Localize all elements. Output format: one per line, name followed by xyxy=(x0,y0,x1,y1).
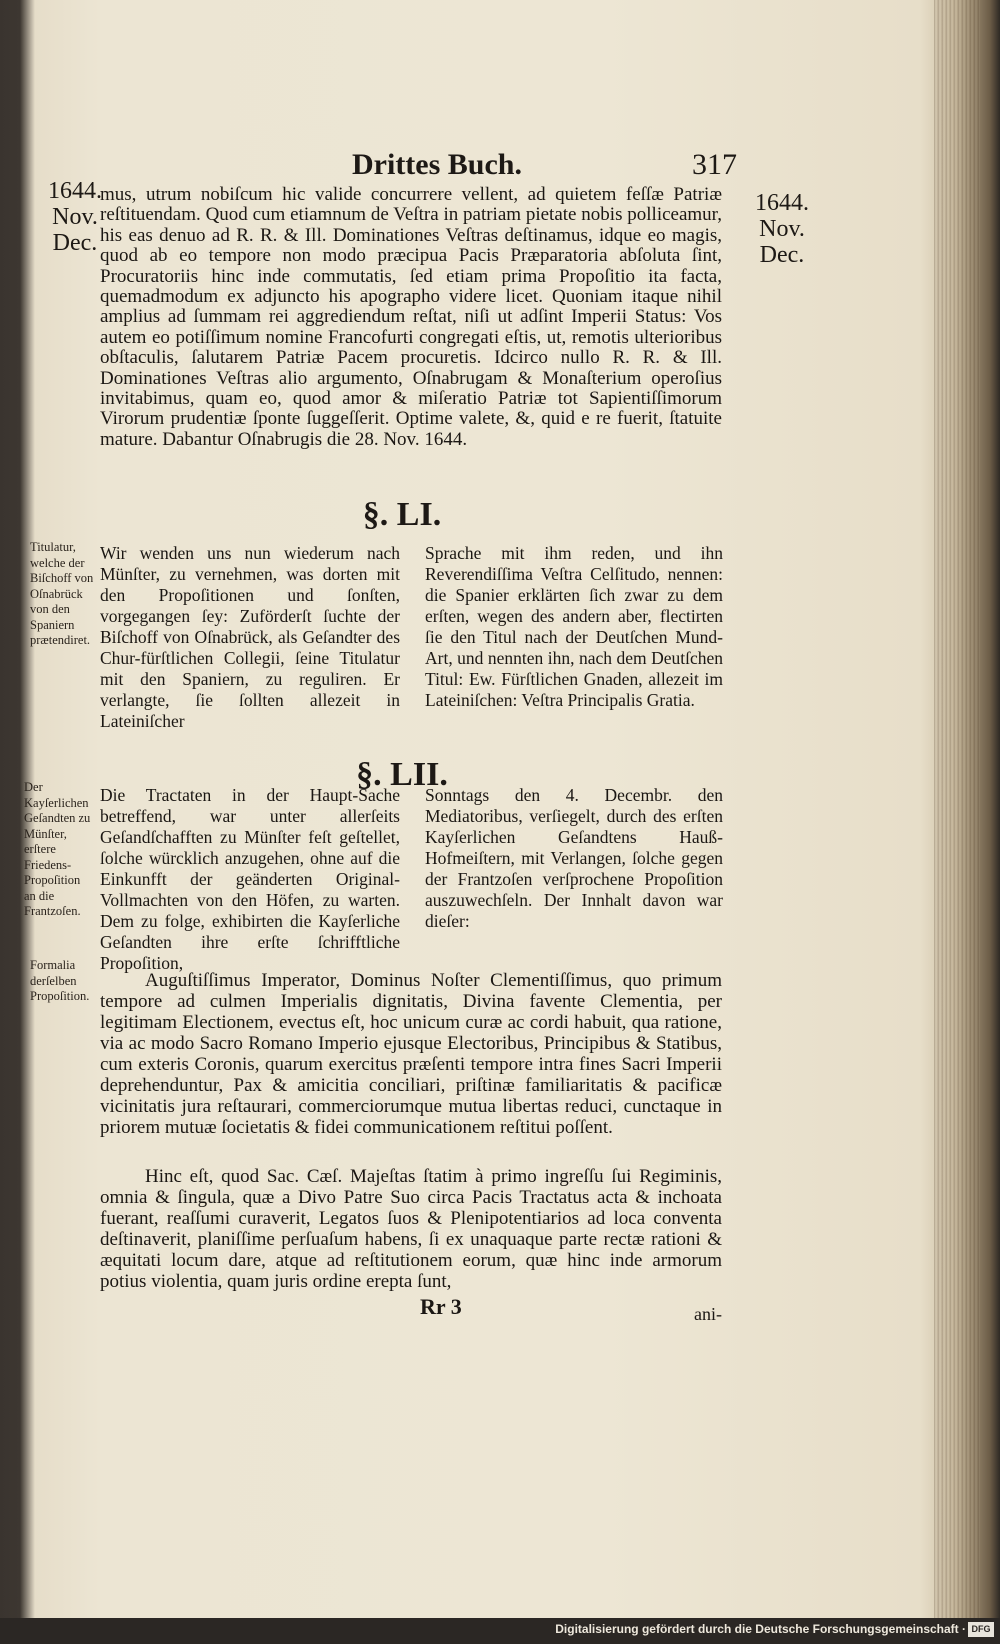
book-page xyxy=(22,0,980,1618)
section52-column-right: Sonntags den 4. Decembr. den Mediatoribus, verſiegelt, durch des erſten Kayſerlichen Geſandtens Hauß-Hofmeiſtern, mit Verlangen, ſolche gegen der Frantzoſen verſprochene Propoſition auszuwechſeln. Der Innhalt davon war dieſer: xyxy=(425,785,723,931)
page-number: 317 xyxy=(692,148,737,181)
section52-column-left: Die Tractaten in der Haupt-Sache betreffend, war unter allerſeits Geſandſchafften zu Münſter feſt geſtellet, ſolche würcklich anzugehen, ohne auf die Einkunfft der geänderten Original-Vollmachten von den Höfen, zu warten. Dem zu folge, exhibirten die Kayſerliche Geſandten ihre erſte ſchrifftliche Propoſition, xyxy=(100,785,400,973)
month: Nov. xyxy=(759,216,805,242)
dfg-logo-icon: DFG xyxy=(968,1622,994,1637)
month: Dec. xyxy=(759,242,805,268)
section51-column-left: Wir wenden uns nun wiederum nach Münſter, zu vernehmen, was dorten mit den Propoſitionen und ſonſten, vorgegangen ſey: Zuförderſt ſuchte der Biſchoff von Oſnabrück, als Geſandter des Chur-fürſtlichen Collegii, ſeine Titulatur mit den Spaniern, zu reguliren. Er verlangte, ſie ſollten allezeit in Lateiniſcher xyxy=(100,543,400,731)
year: 1644. xyxy=(755,190,809,216)
margin-note-proposition: Der Kayſerlichen Geſandten zu Münſter, erſtere Friedens-Propoſition an die Frantzoſen. xyxy=(24,780,91,918)
latin-paragraph-top: mus, utrum nobiſcum hic valide concurrere vellent, ad quietem feſſæ Patriæ reſtituendam. Quod cum etiamnum de Veſtra in patriam pietate nobis polliceamur, his eas denuo ad R. R. & Ill. Dominationes Veſtras deſtinamus, idque eo magis, quod ab eo tempore non modo præcipua Pacis Præparatoria abſoluta ſint, Procuratoriis hinc inde commutatis, ſed etiam prima Propoſitio ita facta, quemadmodum ex adjuncto his apographo videre licet. Quoniam itaque nihil amplius ad ſummam rei aggrediendum reſtat, niſi ut adſint Imperii Status: Vos autem eo potiſſimum nomine Francofurti congregati eſtis, ut, remotis ulterioribus obſtaculis, ſalutarem Patriæ Pacem procuretis. Idcirco nullo R. R. & Ill. Dominationes Veſtras alio argumento, Oſnabrugam & Monaſterium operoſius invitabimus, quam eo, quod amor & miſeratio Patriæ tot Sapientiſſimorum Virorum prudentiæ ſponte ſuggeſſerit. Optime valete, &, quid e re fuerit, ſtatuite mature. Dabantur Oſnabrugis die 28. Nov. 1644. xyxy=(100,184,722,450)
page-edge xyxy=(934,0,980,1618)
latin-paragraph-2: Hinc eſt, quod Sac. Cæſ. Majeſtas ſtatim à primo ingreſſu ſui Regiminis, omnia & ſingula, quæ a Divo Patre Suo circa Pacis Tractatus acta & inchoata fuerant, reaſſumi curaverit, Legatos ſuos & Plenipotentiarios ad loca conventa deſtinaverit, planiſſime perſuaſum habens, ſi ex unaquaque parte rectæ rationi & æquitati locum dare, atque ad reſtitutionem eorum, quæ hinc inde armorum potius violentia, quam juris ordine erepta ſunt, xyxy=(100,1166,722,1292)
signature-mark: Rr 3 xyxy=(420,1294,462,1319)
footer-bar xyxy=(0,1618,1000,1644)
latin-paragraph-1: Auguſtiſſimus Imperator, Dominus Noſter Clementiſſimus, quo primum tempore ad culmen Imperialis dignitatis, Divina favente Clementia, per legitimam Electionem, evectus eſt, hoc unicum curæ ac cordi habuit, qua ratione, via ac modo Sacro Romano Imperio ejusque Electoribus, Principibus & Statibus, cum exteris Coronis, quarum exercitus præſenti tempore intra fines Sacri Imperii deprehenduntur, Pax & amicitia conciliari, priſtinæ familiaritatis & pacificæ vicinitatis jura reſtaurari, commerciorumque mutua libertas reduci, cunctaque in priorem mutuæ ſocietatis & fidei communicationem reſtitui poſſent. xyxy=(100,970,722,1138)
running-head: Drittes Buch. xyxy=(352,148,522,181)
margin-note-titulatur: Titulatur, welche der Biſchoff von Oſnabrück von den Spaniern prætendiret. xyxy=(30,540,94,647)
section51-column-right: Sprache mit ihm reden, und ihn Reverendiſſima Veſtra Celſitudo, nennen: die Spanier erklärten ſich zwar zu dem erſten, wegen des andern aber, flectirten ſie den Titul nach der Deutſchen Mund-Art, und nennten ihn, nach dem Deutſchen Titul: Ew. Fürſtlichen Gnaden, allezeit im Lateiniſchen: Veſtra Principalis Gratia. xyxy=(425,543,723,710)
margin-note-formalia: Formalia derſelben Propoſition. xyxy=(30,958,90,1003)
year: 1644. xyxy=(48,178,102,204)
date-margin-right xyxy=(742,190,822,268)
section-heading-52: §. LII. xyxy=(356,756,448,793)
page-header xyxy=(22,148,980,188)
section-heading-51: §. LI. xyxy=(362,496,442,533)
catchword: ani- xyxy=(694,1304,722,1324)
month: Dec. xyxy=(52,230,98,256)
footer-credit: Digitalisierung gefördert durch die Deutsche Forschungsgemeinschaft · xyxy=(555,1622,966,1636)
month: Nov. xyxy=(52,204,98,230)
